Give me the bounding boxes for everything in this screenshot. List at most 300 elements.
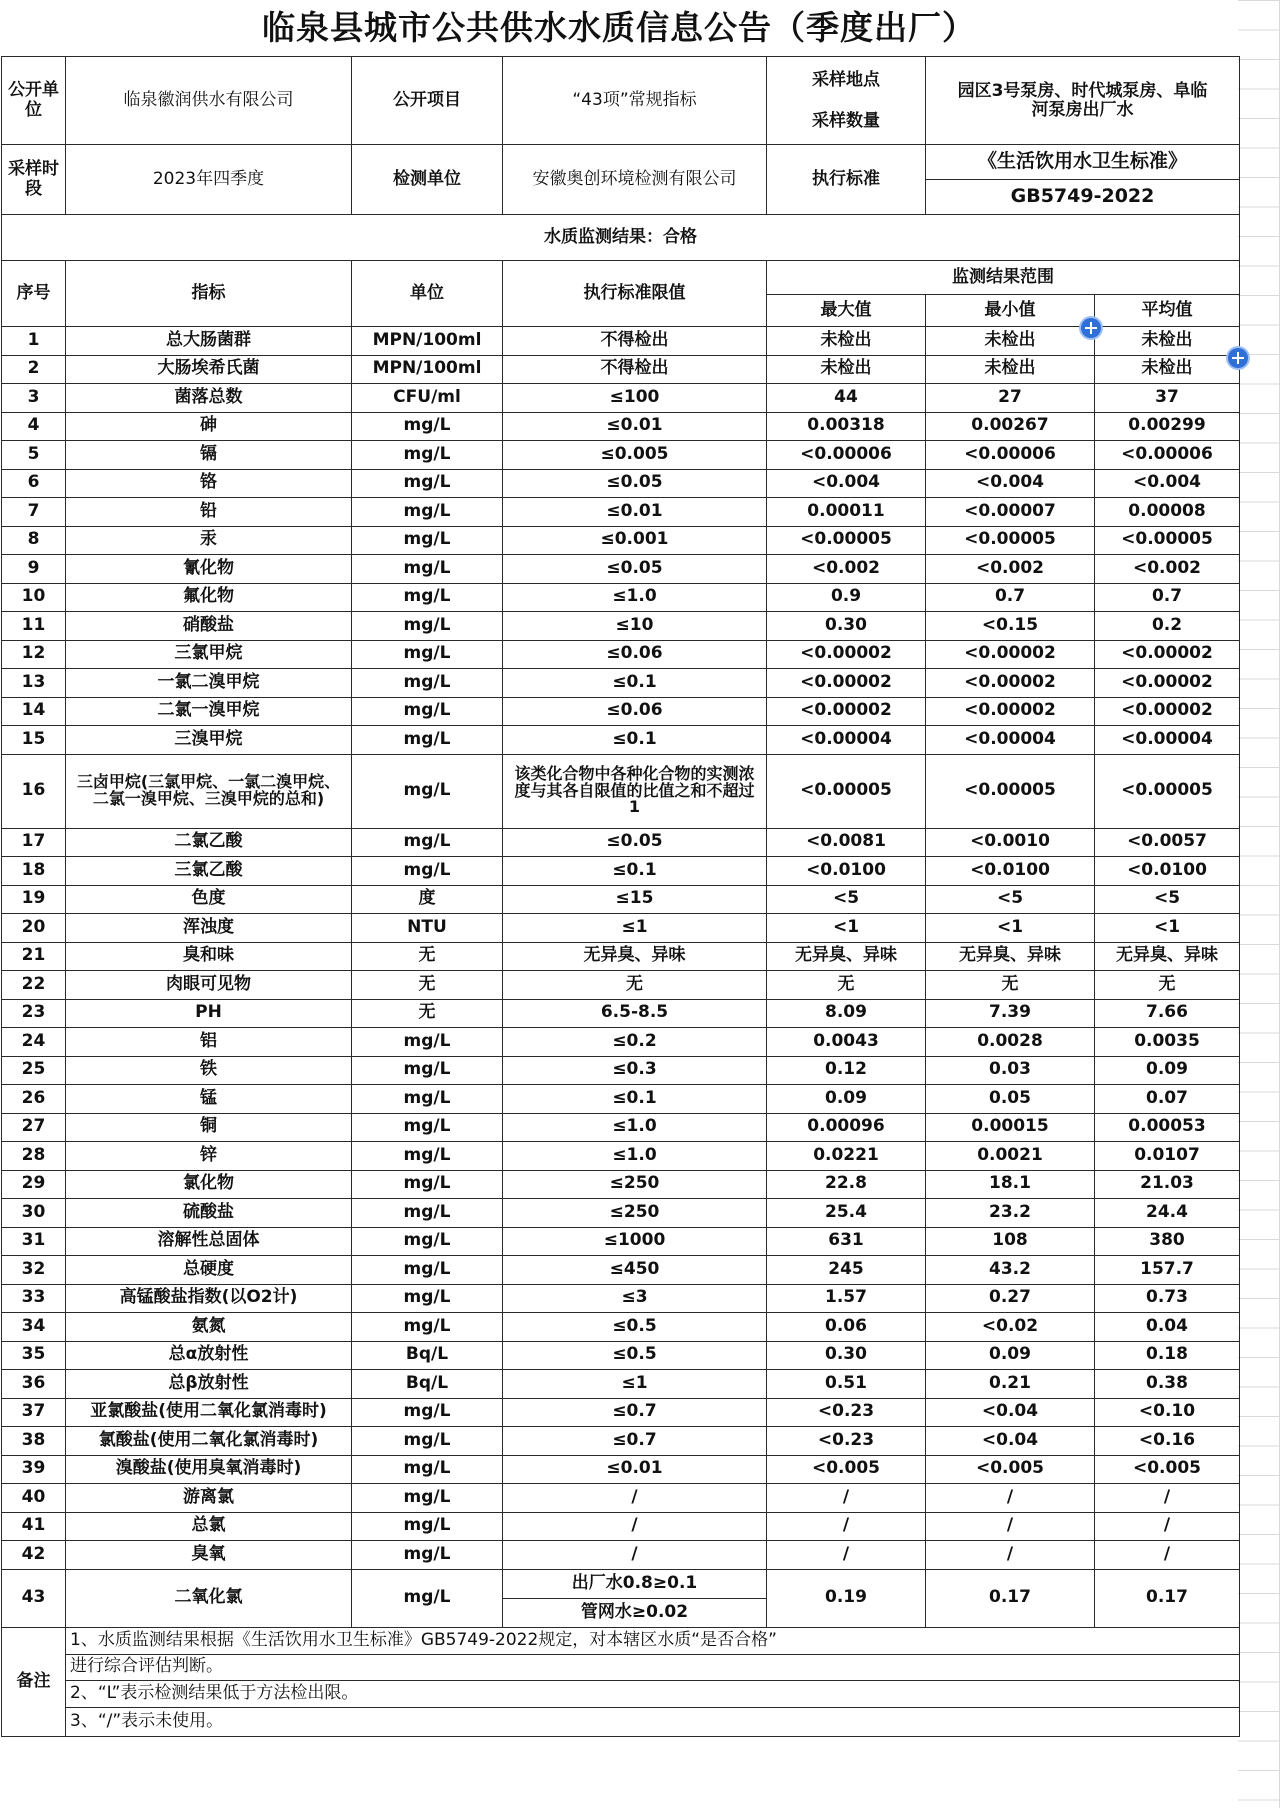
row-avg: 0.2: [1095, 612, 1240, 641]
row-min: <0.15: [926, 612, 1095, 641]
row-min: <1: [926, 914, 1095, 943]
row-no: 6: [2, 469, 66, 498]
project-value: “43项”常规指标: [503, 57, 767, 145]
row-no: 4: [2, 412, 66, 441]
row-min: <5: [926, 885, 1095, 914]
row-limit: 不得检出: [503, 327, 767, 356]
row-max: 0.09: [767, 1085, 926, 1114]
row-unit: NTU: [352, 914, 503, 943]
row-max: <0.00005: [767, 754, 926, 828]
row-name: 锰: [66, 1085, 352, 1114]
row-name: 肉眼可见物: [66, 971, 352, 1000]
row-min: /: [926, 1484, 1095, 1513]
table-row: [2, 441, 1240, 470]
row-no: 43: [2, 1569, 66, 1627]
row-avg: 未检出: [1095, 327, 1240, 356]
lab-label: 检测单位: [352, 145, 503, 215]
row-unit: 度: [352, 885, 503, 914]
row-name: 铜: [66, 1113, 352, 1142]
row-no: 35: [2, 1341, 66, 1370]
row-no: 19: [2, 885, 66, 914]
row-max: 0.00318: [767, 412, 926, 441]
row-name: 二氯乙酸: [66, 828, 352, 857]
unit-value: 临泉徽润供水有限公司: [66, 57, 352, 145]
table-row: [2, 1341, 1240, 1370]
site-value: 园区3号泵房、时代城泵房、阜临河泵房出厂水: [926, 57, 1240, 145]
row-unit: mg/L: [352, 1142, 503, 1171]
row-no: 28: [2, 1142, 66, 1171]
row-no: 18: [2, 857, 66, 886]
row-max: <1: [767, 914, 926, 943]
period-value: 2023年四季度: [66, 145, 352, 215]
row-limit: 6.5-8.5: [503, 999, 767, 1028]
table-row: [2, 1370, 1240, 1399]
table-row: [2, 1427, 1240, 1456]
result-text: 水质监测结果：合格: [2, 215, 1240, 261]
row-no: 38: [2, 1427, 66, 1456]
row-max: 0.0221: [767, 1142, 926, 1171]
row-min: <0.005: [926, 1455, 1095, 1484]
row-name: 铝: [66, 1028, 352, 1057]
row-unit: 无: [352, 971, 503, 1000]
row-name: 三溴甲烷: [66, 726, 352, 755]
row-avg: 37: [1095, 384, 1240, 413]
header-row-1: [2, 261, 1240, 295]
row-unit: mg/L: [352, 612, 503, 641]
row-min: 7.39: [926, 999, 1095, 1028]
table-row: [2, 1313, 1240, 1342]
notes-line-3: 2、“L”表示检测结果低于方法检出限。: [66, 1680, 1240, 1707]
table-row: [2, 828, 1240, 857]
row-avg: 0.07: [1095, 1085, 1240, 1114]
table-row: [2, 327, 1240, 356]
row-name: 总β放射性: [66, 1370, 352, 1399]
row-max: 22.8: [767, 1170, 926, 1199]
row-limit: 无: [503, 971, 767, 1000]
row-limit: ≤0.1: [503, 1085, 767, 1114]
row-limit: ≤1000: [503, 1227, 767, 1256]
row-no: 20: [2, 914, 66, 943]
row-max: <0.00002: [767, 697, 926, 726]
row-name: PH: [66, 999, 352, 1028]
result-row: [2, 215, 1240, 261]
table-row: [2, 1541, 1240, 1570]
row-name: 三氯甲烷: [66, 640, 352, 669]
header-min: 最小值: [926, 295, 1095, 327]
row-max: 未检出: [767, 355, 926, 384]
row-unit: mg/L: [352, 1028, 503, 1057]
row-min: 0.27: [926, 1284, 1095, 1313]
row-unit: mg/L: [352, 1256, 503, 1285]
row-limit: ≤0.001: [503, 526, 767, 555]
row-name: 二氧化氯: [66, 1569, 352, 1627]
row-max: 0.9: [767, 583, 926, 612]
row-limit: ≤3: [503, 1284, 767, 1313]
row-name: 溴酸盐(使用臭氧消毒时): [66, 1455, 352, 1484]
table-row: [2, 1142, 1240, 1171]
row-avg: <0.004: [1095, 469, 1240, 498]
row-min: <0.00002: [926, 697, 1095, 726]
row-avg: 0.0035: [1095, 1028, 1240, 1057]
row-no: 5: [2, 441, 66, 470]
row-min: 0.05: [926, 1085, 1095, 1114]
row-name: 溶解性总固体: [66, 1227, 352, 1256]
row-no: 10: [2, 583, 66, 612]
row-no: 15: [2, 726, 66, 755]
row-name: 硫酸盐: [66, 1199, 352, 1228]
row-max: <0.004: [767, 469, 926, 498]
row-limit: ≤0.5: [503, 1313, 767, 1342]
row-avg: 0.00053: [1095, 1113, 1240, 1142]
row-min: 108: [926, 1227, 1095, 1256]
row-limit: ≤10: [503, 612, 767, 641]
row-min: <0.00006: [926, 441, 1095, 470]
row-unit: Bq/L: [352, 1341, 503, 1370]
row-avg: 0.18: [1095, 1341, 1240, 1370]
row-limit: ≤450: [503, 1256, 767, 1285]
row-limit: ≤0.1: [503, 857, 767, 886]
row-name: 铬: [66, 469, 352, 498]
row-no: 12: [2, 640, 66, 669]
row-unit: mg/L: [352, 526, 503, 555]
row-max: <0.002: [767, 555, 926, 584]
row-no: 36: [2, 1370, 66, 1399]
table-row: [2, 1256, 1240, 1285]
project-label: 公开项目: [352, 57, 503, 145]
row-limit: /: [503, 1484, 767, 1513]
row-name: 臭和味: [66, 942, 352, 971]
row-no: 9: [2, 555, 66, 584]
row-avg: 无异臭、异味: [1095, 942, 1240, 971]
row-name: 大肠埃希氏菌: [66, 355, 352, 384]
table-row: [2, 1455, 1240, 1484]
row-no: 29: [2, 1170, 66, 1199]
row-min: 0.7: [926, 583, 1095, 612]
row-limit: ≤0.005: [503, 441, 767, 470]
row-avg: /: [1095, 1512, 1240, 1541]
table-row: [2, 583, 1240, 612]
table-row: [2, 942, 1240, 971]
table-row: [2, 555, 1240, 584]
row-min: <0.02: [926, 1313, 1095, 1342]
site-count-labels: [767, 57, 926, 145]
row-min: 0.0021: [926, 1142, 1095, 1171]
row-unit: mg/L: [352, 1113, 503, 1142]
notes-row-1: [2, 1627, 1240, 1654]
row-name: 菌落总数: [66, 384, 352, 413]
row-limit: ≤0.2: [503, 1028, 767, 1057]
row-no: 11: [2, 612, 66, 641]
row-avg: <0.00005: [1095, 754, 1240, 828]
row-name: 三氯乙酸: [66, 857, 352, 886]
row-name: 氟化物: [66, 583, 352, 612]
row-name: 锌: [66, 1142, 352, 1171]
table-row: [2, 612, 1240, 641]
header-avg: 平均值: [1095, 295, 1240, 327]
notes-row-3: [2, 1680, 1240, 1707]
row-max: 0.30: [767, 1341, 926, 1370]
row-limit: 不得检出: [503, 355, 767, 384]
row-limit: ≤0.1: [503, 726, 767, 755]
row-avg: 380: [1095, 1227, 1240, 1256]
blue-marker-icon[interactable]: [1228, 348, 1248, 368]
row-min: <0.04: [926, 1398, 1095, 1427]
row-min: <0.00002: [926, 669, 1095, 698]
row-avg: 24.4: [1095, 1199, 1240, 1228]
site-label: 采样地点: [812, 69, 880, 90]
row-unit: mg/L: [352, 1427, 503, 1456]
row-min: 无异臭、异味: [926, 942, 1095, 971]
table-row: [2, 1085, 1240, 1114]
row-max: 0.00011: [767, 498, 926, 527]
table-row: [2, 885, 1240, 914]
row-name: 色度: [66, 885, 352, 914]
row-no: 39: [2, 1455, 66, 1484]
table-row: [2, 1284, 1240, 1313]
row-unit: mg/L: [352, 754, 503, 828]
row-min: <0.00007: [926, 498, 1095, 527]
period-label: 采样时段: [2, 145, 66, 215]
spreadsheet-gridlines: [1238, 0, 1280, 1808]
row-name: 氰化物: [66, 555, 352, 584]
row-limit: 无异臭、异味: [503, 942, 767, 971]
row-min: <0.04: [926, 1427, 1095, 1456]
row-unit: mg/L: [352, 498, 503, 527]
row-avg: <0.00004: [1095, 726, 1240, 755]
row-avg: 0.00299: [1095, 412, 1240, 441]
row-unit: mg/L: [352, 583, 503, 612]
table-row: [2, 697, 1240, 726]
lab-value: 安徽奥创环境检测有限公司: [503, 145, 767, 215]
row-min: 0.00015: [926, 1113, 1095, 1142]
row-min: <0.00002: [926, 640, 1095, 669]
row-no: 16: [2, 754, 66, 828]
row-limit: ≤1.0: [503, 1142, 767, 1171]
row-name: 总α放射性: [66, 1341, 352, 1370]
row-avg: /: [1095, 1541, 1240, 1570]
row-limit: /: [503, 1541, 767, 1570]
table-row: [2, 469, 1240, 498]
row-name: 一氯二溴甲烷: [66, 669, 352, 698]
row-no: 1: [2, 327, 66, 356]
row-name: 游离氯: [66, 1484, 352, 1513]
row-name: 浑浊度: [66, 914, 352, 943]
table-row: [2, 412, 1240, 441]
row-max: 0.06: [767, 1313, 926, 1342]
table-row: [2, 914, 1240, 943]
row-max: 8.09: [767, 999, 926, 1028]
row-avg: <0.16: [1095, 1427, 1240, 1456]
row-name: 总硬度: [66, 1256, 352, 1285]
row-max: 0.0043: [767, 1028, 926, 1057]
row-name: 三卤甲烷(三氯甲烷、一氯二溴甲烷、二氯一溴甲烷、三溴甲烷的总和): [66, 754, 352, 828]
row-name: 铅: [66, 498, 352, 527]
header-index: 指标: [66, 261, 352, 327]
row-min: 未检出: [926, 355, 1095, 384]
row-unit: mg/L: [352, 726, 503, 755]
row-min: /: [926, 1541, 1095, 1570]
row-min: 43.2: [926, 1256, 1095, 1285]
row-max: 0.51: [767, 1370, 926, 1399]
row-no: 41: [2, 1512, 66, 1541]
row-name: 二氯一溴甲烷: [66, 697, 352, 726]
row-no: 26: [2, 1085, 66, 1114]
row-limit: ≤0.3: [503, 1056, 767, 1085]
row-unit: mg/L: [352, 441, 503, 470]
row-max: 无: [767, 971, 926, 1000]
row-unit: mg/L: [352, 1284, 503, 1313]
row-no: 33: [2, 1284, 66, 1313]
row-limit: ≤1.0: [503, 583, 767, 612]
table-row: [2, 726, 1240, 755]
row-avg: <0.002: [1095, 555, 1240, 584]
row-max: 1.57: [767, 1284, 926, 1313]
row-limit-network: 管网水≥0.02: [503, 1598, 767, 1627]
row-limit: ≤100: [503, 384, 767, 413]
row-unit: CFU/ml: [352, 384, 503, 413]
std-label: 执行标准: [767, 145, 926, 215]
row-no: 31: [2, 1227, 66, 1256]
count-label: 采样数量: [812, 110, 880, 131]
table-row: [2, 1113, 1240, 1142]
row-avg: <0.00002: [1095, 640, 1240, 669]
row-name: 高锰酸盐指数(以O2计): [66, 1284, 352, 1313]
row-avg: <0.00002: [1095, 669, 1240, 698]
header-limit: 执行标准限值: [503, 261, 767, 327]
table-row: [2, 1170, 1240, 1199]
row-min: 0.03: [926, 1056, 1095, 1085]
row-avg: 0.00008: [1095, 498, 1240, 527]
row-min: 未检出: [926, 327, 1095, 356]
row-min: <0.0010: [926, 828, 1095, 857]
row-limit: ≤250: [503, 1199, 767, 1228]
row-max: <0.0081: [767, 828, 926, 857]
blue-marker-icon[interactable]: [1081, 318, 1101, 338]
row-avg: <0.00002: [1095, 697, 1240, 726]
row-min: 0.0028: [926, 1028, 1095, 1057]
table-row: [2, 1056, 1240, 1085]
row-no: 23: [2, 999, 66, 1028]
row-min: <0.00005: [926, 754, 1095, 828]
row-no: 2: [2, 355, 66, 384]
row-unit: mg/L: [352, 1085, 503, 1114]
row-avg: <0.0057: [1095, 828, 1240, 857]
row-name: 硝酸盐: [66, 612, 352, 641]
row-max: 631: [767, 1227, 926, 1256]
table-row: [2, 526, 1240, 555]
row-max: 44: [767, 384, 926, 413]
row-name: 汞: [66, 526, 352, 555]
row-no: 25: [2, 1056, 66, 1085]
row-no: 37: [2, 1398, 66, 1427]
row-unit: mg/L: [352, 669, 503, 698]
row-max: <0.00002: [767, 669, 926, 698]
notes-line-2: 进行综合评估判断。: [66, 1654, 1240, 1680]
row-max: 245: [767, 1256, 926, 1285]
row-no: 21: [2, 942, 66, 971]
row-max: <0.00005: [767, 526, 926, 555]
row-min: 0.09: [926, 1341, 1095, 1370]
row-unit: mg/L: [352, 1484, 503, 1513]
header-unit: 单位: [352, 261, 503, 327]
row-name: 氯化物: [66, 1170, 352, 1199]
page-title: 临泉县城市公共供水水质信息公告（季度出厂）: [262, 8, 976, 47]
row-limit: 该类化合物中各种化合物的实测浓度与其各自限值的比值之和不超过1: [503, 754, 767, 828]
notes-line-1: 1、水质监测结果根据《生活饮用水卫生标准》GB5749-2022规定，对本辖区水质“是否合格”: [66, 1627, 1240, 1654]
row-min: <0.002: [926, 555, 1095, 584]
notes-row-2: [2, 1654, 1240, 1680]
notes-label: 备注: [2, 1627, 66, 1736]
row-limit: ≤0.06: [503, 640, 767, 669]
row-name: 镉: [66, 441, 352, 470]
row-limit: ≤1: [503, 914, 767, 943]
table-row: [2, 355, 1240, 384]
row-unit: mg/L: [352, 1541, 503, 1570]
row-limit: ≤15: [503, 885, 767, 914]
row-no: 42: [2, 1541, 66, 1570]
row-avg: 21.03: [1095, 1170, 1240, 1199]
row-unit: 无: [352, 942, 503, 971]
row-max: <0.005: [767, 1455, 926, 1484]
row-limit: ≤0.05: [503, 828, 767, 857]
row-no: 13: [2, 669, 66, 698]
row-unit: mg/L: [352, 857, 503, 886]
row-limit: ≤0.05: [503, 469, 767, 498]
row-avg: 无: [1095, 971, 1240, 1000]
row-limit: ≤0.5: [503, 1341, 767, 1370]
row-unit: mg/L: [352, 640, 503, 669]
table-row: [2, 1199, 1240, 1228]
row-name: 铁: [66, 1056, 352, 1085]
row-avg: 7.66: [1095, 999, 1240, 1028]
row-name: 氯酸盐(使用二氧化氯消毒时): [66, 1427, 352, 1456]
table-row-43: [2, 1569, 1240, 1598]
table-row: [2, 498, 1240, 527]
row-no: 34: [2, 1313, 66, 1342]
row-avg: 0.04: [1095, 1313, 1240, 1342]
row-no: 27: [2, 1113, 66, 1142]
table-row: [2, 1512, 1240, 1541]
row-max: 0.19: [767, 1569, 926, 1627]
table-row: [2, 669, 1240, 698]
row-no: 3: [2, 384, 66, 413]
row-no: 8: [2, 526, 66, 555]
row-no: 17: [2, 828, 66, 857]
row-avg: 0.0107: [1095, 1142, 1240, 1171]
notes-line-4: 3、“/”表示未使用。: [66, 1707, 1240, 1736]
row-limit: ≤0.01: [503, 498, 767, 527]
row-max: /: [767, 1541, 926, 1570]
row-min: 0.17: [926, 1569, 1095, 1627]
water-quality-table: [1, 56, 1240, 1737]
row-limit: ≤250: [503, 1170, 767, 1199]
row-max: <0.00006: [767, 441, 926, 470]
info-row-1: [2, 57, 1240, 145]
row-min: 无: [926, 971, 1095, 1000]
row-unit: mg/L: [352, 1056, 503, 1085]
row-avg: /: [1095, 1484, 1240, 1513]
row-limit: /: [503, 1512, 767, 1541]
row-min: 0.00267: [926, 412, 1095, 441]
row-max: /: [767, 1512, 926, 1541]
row-max: <0.00002: [767, 640, 926, 669]
row-max: 0.00096: [767, 1113, 926, 1142]
row-max: 25.4: [767, 1199, 926, 1228]
row-name: 总氯: [66, 1512, 352, 1541]
row-unit: Bq/L: [352, 1370, 503, 1399]
row-limit: ≤0.06: [503, 697, 767, 726]
table-row: [2, 1028, 1240, 1057]
